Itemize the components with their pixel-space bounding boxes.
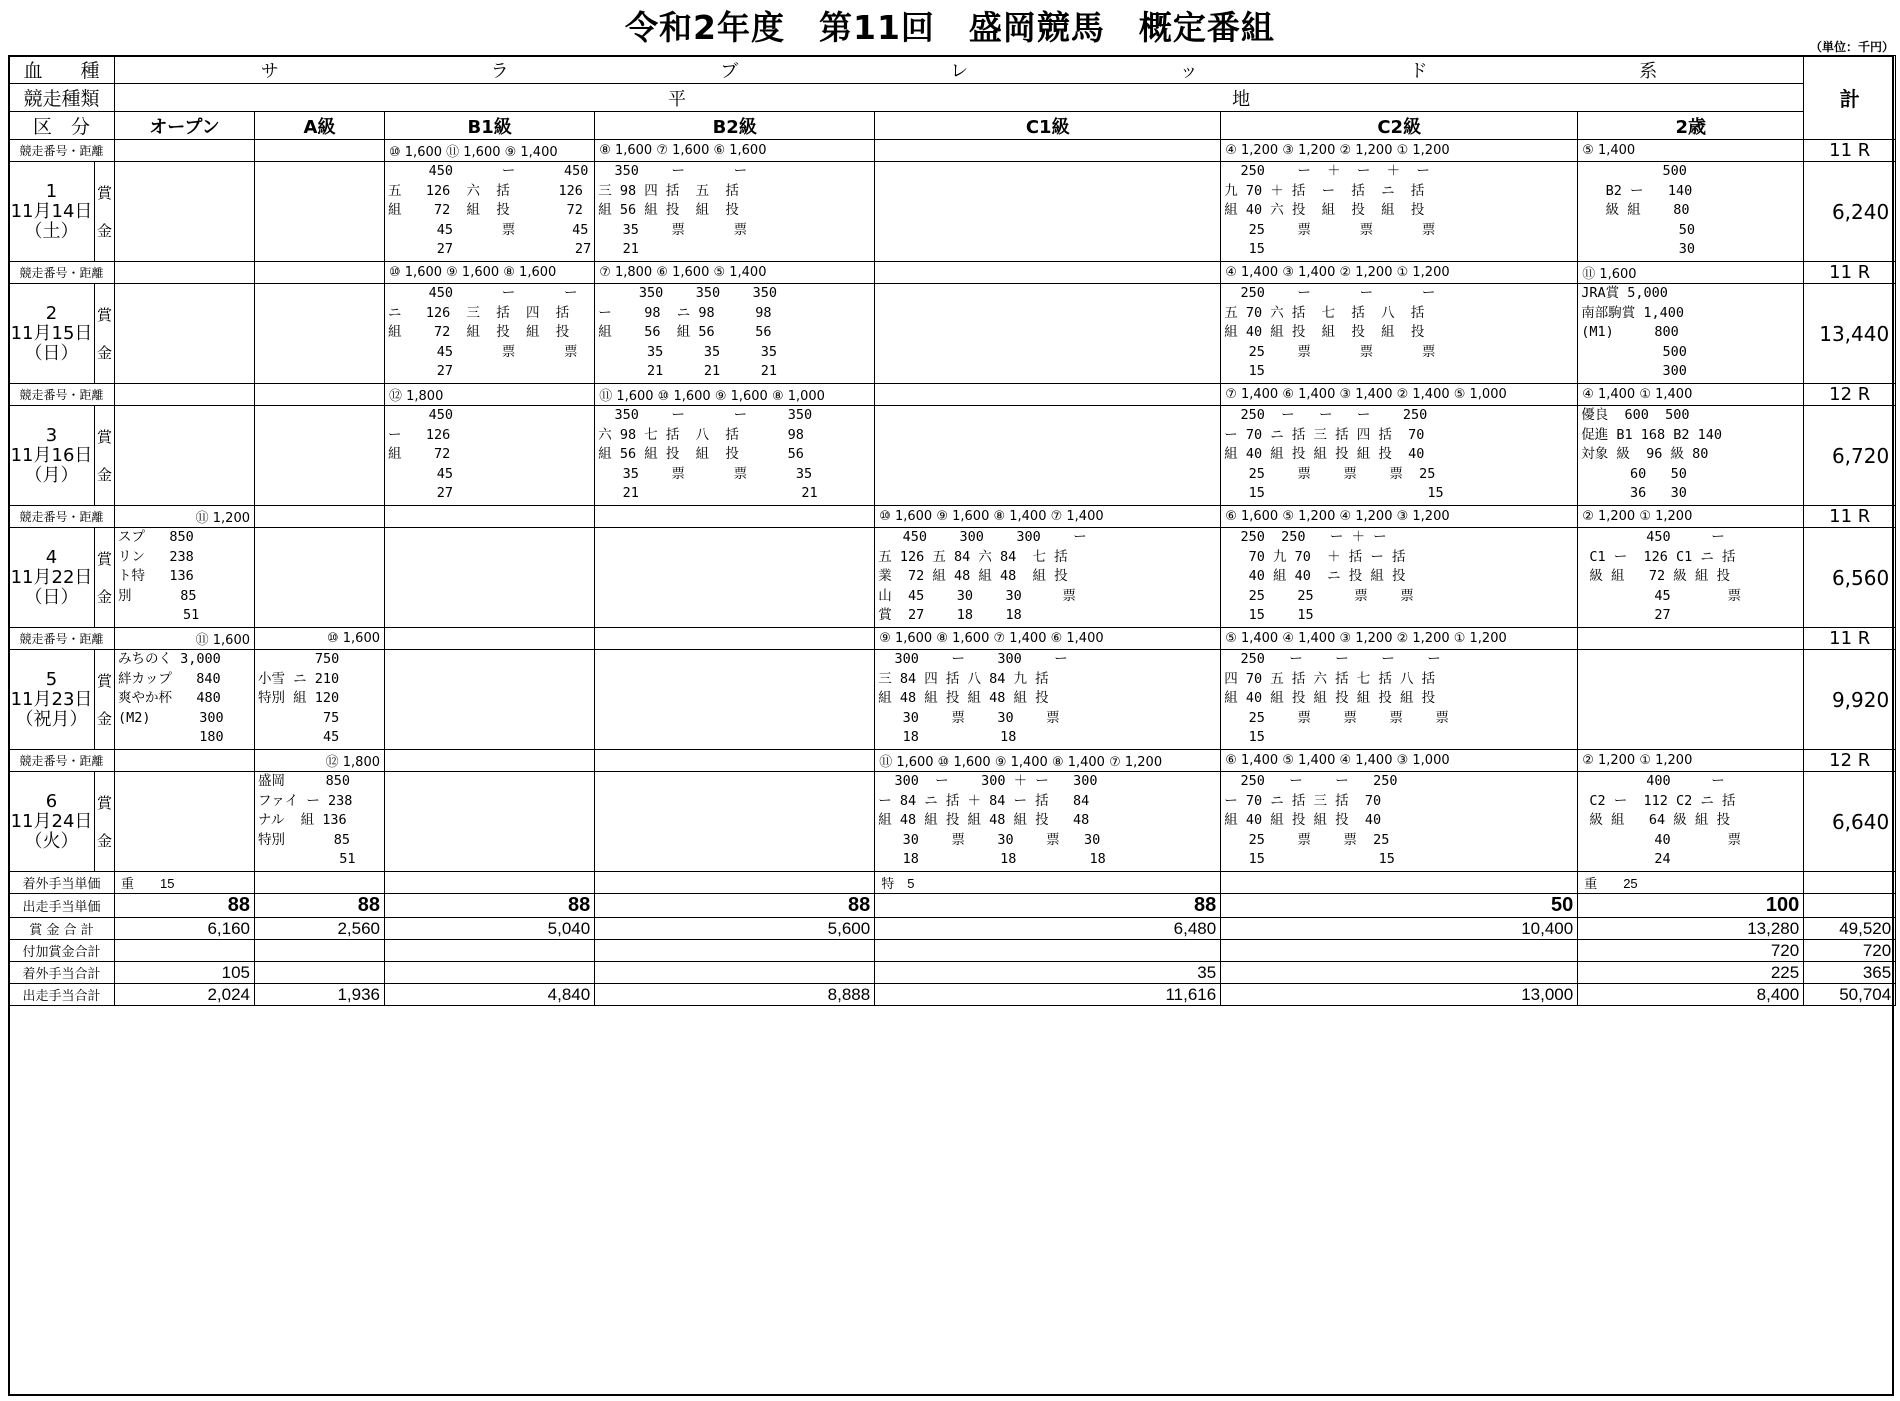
- day-dow: （祝月）: [15, 708, 88, 730]
- day-num: 5: [45, 668, 58, 690]
- prize-breakdown: 350 350 350 ー 98 ニ 98 98 組 56 組 56 56 35 35 35 21 21 21: [598, 285, 778, 380]
- day-num: 4: [45, 546, 58, 568]
- race-distance: ⑧ 1,600 ⑦ 1,600 ⑥ 1,600: [595, 140, 875, 162]
- footer-value: [595, 962, 875, 984]
- prize-cell: [595, 284, 875, 384]
- footer-total: 49,520: [1804, 918, 1896, 940]
- footer-value: 2,560: [255, 918, 385, 940]
- race-distance: ⑪ 1,600 ⑩ 1,600 ⑨ 1,600 ⑧ 1,000: [595, 384, 875, 406]
- prize-cell: [1221, 406, 1578, 506]
- footer-value: 720: [1578, 940, 1804, 962]
- footer-label: 賞 金 合 計: [9, 918, 115, 940]
- prize-breakdown: 250 ー ー ー ー 四 70 五 括 六 括 七 括 八 括 組 40 組 投 組 投 組 投 組 投 25 票 票 票 票 15: [1224, 651, 1449, 746]
- prize-breakdown: 500 B2 ー 140 級 組 80 50 30: [1605, 163, 1695, 258]
- prize-cell: [115, 772, 255, 872]
- prize-cell: [115, 284, 255, 384]
- class-label: 区 分: [9, 112, 115, 140]
- footer-value: [385, 872, 595, 894]
- footer-value: [115, 940, 255, 962]
- prize-cell: [595, 406, 875, 506]
- footer-total: [1804, 872, 1896, 894]
- prize-cell: [1578, 528, 1804, 628]
- footer-value: [595, 940, 875, 962]
- footer-value: 50: [1221, 894, 1578, 918]
- prize-breakdown: 300 ー 300 ー 三 84 四 括 八 84 九 括 組 48 組 投 組 48 組 投 30 票 30 票 18 18: [878, 651, 1068, 746]
- prize-cell: [1578, 772, 1804, 872]
- race-count: 12 R: [1804, 384, 1896, 406]
- prize-cell: [875, 772, 1221, 872]
- prize-breakdown: JRA賞 5,000 南部駒賞 1,400 (M1) 800 500 300: [1581, 285, 1687, 380]
- footer-value: 88: [115, 894, 255, 918]
- prize-cell: [1578, 406, 1804, 506]
- page-title: 令和2年度 第11回 盛岡競馬 概定番組: [625, 8, 1275, 47]
- footer-value: 88: [385, 894, 595, 918]
- day-dow: （日）: [24, 342, 79, 364]
- race-distance: [115, 384, 255, 406]
- race-distance: [115, 262, 255, 284]
- footer-value: 105: [115, 962, 255, 984]
- day-total: 13,440: [1804, 284, 1896, 384]
- blood-row: [9, 56, 1896, 84]
- day-total: 6,560: [1804, 528, 1896, 628]
- footer-value: [595, 872, 875, 894]
- day-total: 9,920: [1804, 650, 1896, 750]
- prize-cell: [1221, 162, 1578, 262]
- dist-row: [9, 506, 1896, 528]
- prize-breakdown: スプ 850 リン 238 ト特 136 別 85 51: [118, 529, 200, 624]
- footer-value: [255, 940, 385, 962]
- dist-row: [9, 750, 1896, 772]
- race-type-value: [115, 84, 1804, 112]
- footer-value: 225: [1578, 962, 1804, 984]
- prize-row: [9, 162, 1896, 262]
- footer-value: 8,888: [595, 984, 875, 1006]
- footer-value: 13,280: [1578, 918, 1804, 940]
- prize-cell: [255, 162, 385, 262]
- prize-char: 賞: [96, 183, 112, 202]
- race-count: 11 R: [1804, 506, 1896, 528]
- prize-breakdown: 300 ー 300 ＋ ー 300 ー 84 ニ 括 ＋ 84 ー 括 84 組 48 組 投 組 48 組 投 48 30 票 30 票 30 18 18 18: [878, 773, 1106, 868]
- prize-cell: [385, 284, 595, 384]
- prize-breakdown: 450 ー 126 組 72 45 27: [388, 407, 454, 502]
- footer-value: 2,024: [115, 984, 255, 1006]
- day-dow: （月）: [24, 464, 79, 486]
- prize-cell: [1578, 650, 1804, 750]
- prize-breakdown: 250 ー ー ー 五 70 六 括 七 括 八 括 組 40 組 投 組 投 組 投 25 票 票 票 15: [1224, 285, 1436, 380]
- dist-row-label: 競走番号・距離: [9, 506, 115, 528]
- prize-cell: [875, 650, 1221, 750]
- race-distance: ⑦ 1,400 ⑥ 1,400 ③ 1,400 ② 1,400 ⑤ 1,000: [1221, 384, 1578, 406]
- total-header: 計: [1804, 56, 1896, 140]
- prize-cell: [875, 406, 1221, 506]
- footer-label: 出走手当単価: [9, 894, 115, 918]
- footer-label: 着外手当単価: [9, 872, 115, 894]
- prize-cell: [255, 772, 385, 872]
- prize-cell: [595, 650, 875, 750]
- race-distance: [115, 140, 255, 162]
- day-date: 11月15日: [10, 322, 93, 344]
- footer-value: 重 25: [1578, 872, 1804, 894]
- prize-cell: [115, 528, 255, 628]
- race-distance: ⑩ 1,600 ⑨ 1,600 ⑧ 1,600: [385, 262, 595, 284]
- race-distance: [595, 506, 875, 528]
- race-distance: [385, 506, 595, 528]
- blood-char: ラ: [490, 60, 509, 82]
- prize-char: 賞: [96, 793, 112, 812]
- footer-label: 付加賞金合計: [9, 940, 115, 962]
- race-count: 11 R: [1804, 628, 1896, 650]
- race-distance: [875, 384, 1221, 406]
- class-header: C2級: [1221, 112, 1578, 140]
- prize-row: [9, 650, 1896, 750]
- race-distance: [1578, 628, 1804, 650]
- dist-row-label: 競走番号・距離: [9, 262, 115, 284]
- race-distance: ② 1,200 ① 1,200: [1578, 750, 1804, 772]
- dist-row-label: 競走番号・距離: [9, 140, 115, 162]
- dist-row: [9, 140, 1896, 162]
- race-type-label: 競走種類: [9, 84, 115, 112]
- footer-value: 4,840: [385, 984, 595, 1006]
- prize-breakdown: 250 ー ー ー 250 ー 70 ニ 括 三 括 四 括 70 組 40 組 投 組 投 組 投 40 25 票 票 票 25 15 15: [1224, 407, 1444, 502]
- race-distance: ④ 1,400 ① 1,400: [1578, 384, 1804, 406]
- race-day: [9, 772, 95, 872]
- prize-row: [9, 772, 1896, 872]
- race-distance: ⑥ 1,400 ⑤ 1,400 ④ 1,400 ③ 1,000: [1221, 750, 1578, 772]
- race-distance: [875, 140, 1221, 162]
- footer-value: 特 5: [875, 872, 1221, 894]
- footer-value: 6,480: [875, 918, 1221, 940]
- blood-char: サ: [260, 60, 279, 82]
- dist-row: [9, 628, 1896, 650]
- blood-char: 系: [1639, 60, 1658, 82]
- prize-cell: [1221, 650, 1578, 750]
- race-distance: ④ 1,400 ③ 1,400 ② 1,200 ① 1,200: [1221, 262, 1578, 284]
- race-distance: [255, 384, 385, 406]
- race-day: [9, 162, 95, 262]
- prize-row: [9, 528, 1896, 628]
- race-distance: [385, 750, 595, 772]
- prize-cell: [385, 406, 595, 506]
- footer-value: [255, 962, 385, 984]
- race-distance: ⑪ 1,600 ⑩ 1,600 ⑨ 1,400 ⑧ 1,400 ⑦ 1,200: [875, 750, 1221, 772]
- footer-value: [1221, 962, 1578, 984]
- money-char: 金: [96, 465, 112, 484]
- footer-label: 着外手当合計: [9, 962, 115, 984]
- prize-char: 賞: [96, 549, 112, 568]
- race-day: [9, 284, 95, 384]
- race-distance: [385, 628, 595, 650]
- prize-char: 賞: [96, 671, 112, 690]
- day-num: 1: [45, 180, 58, 202]
- prize-cell: [1578, 162, 1804, 262]
- footer-label: 出走手当合計: [9, 984, 115, 1006]
- race-distance: ⑥ 1,600 ⑤ 1,200 ④ 1,200 ③ 1,200: [1221, 506, 1578, 528]
- class-row: [9, 112, 1896, 140]
- prize-cell: [1221, 284, 1578, 384]
- day-dow: （土）: [24, 220, 79, 242]
- race-day: [9, 406, 95, 506]
- day-dow: （火）: [24, 830, 79, 852]
- blood-char: ッ: [1179, 60, 1198, 82]
- race-distance: [595, 628, 875, 650]
- day-date: 11月16日: [10, 444, 93, 466]
- footer-total: 720: [1804, 940, 1896, 962]
- dist-row-label: 競走番号・距離: [9, 384, 115, 406]
- prize-cell: [875, 284, 1221, 384]
- footer-value: 11,616: [875, 984, 1221, 1006]
- race-distance: ⑤ 1,400 ④ 1,400 ③ 1,200 ② 1,200 ① 1,200: [1221, 628, 1578, 650]
- class-header: B2級: [595, 112, 875, 140]
- race-distance: [595, 750, 875, 772]
- blood-label: 血 種: [9, 56, 115, 84]
- blood-char: レ: [950, 60, 969, 82]
- footer-row: [9, 872, 1896, 894]
- blood-value: [115, 56, 1804, 84]
- footer-total: 50,704: [1804, 984, 1896, 1006]
- race-distance: ④ 1,200 ③ 1,200 ② 1,200 ① 1,200: [1221, 140, 1578, 162]
- day-total: 6,640: [1804, 772, 1896, 872]
- footer-row: [9, 984, 1896, 1006]
- money-char: 金: [96, 221, 112, 240]
- day-num: 2: [45, 302, 58, 324]
- prize-money-label: [95, 162, 115, 262]
- prize-cell: [255, 528, 385, 628]
- unit-note: （単位：千円）: [1809, 40, 1894, 54]
- class-header: C1級: [875, 112, 1221, 140]
- prize-breakdown: 350 ー ー 三 98 四 括 五 括 組 56 組 投 組 投 35 票 票 21: [598, 163, 748, 258]
- prize-breakdown: みちのく 3,000 絆カップ 840 爽やか杯 480 (M2) 300 180: [118, 651, 224, 746]
- class-header: オープン: [115, 112, 255, 140]
- prize-cell: [385, 528, 595, 628]
- footer-value: 88: [255, 894, 385, 918]
- footer-value: [255, 872, 385, 894]
- footer-value: [875, 940, 1221, 962]
- dist-row: [9, 384, 1896, 406]
- class-header: B1級: [385, 112, 595, 140]
- prize-cell: [1221, 528, 1578, 628]
- prize-breakdown: 450 300 300 ー 五 126 五 84 六 84 七 括 業 72 組 48 組 48 組 投 山 45 30 30 票 賞 27 18 18: [878, 529, 1087, 624]
- race-distance: ⑩ 1,600 ⑪ 1,600 ⑨ 1,400: [385, 140, 595, 162]
- footer-value: 8,400: [1578, 984, 1804, 1006]
- prize-breakdown: 450 ー 450 五 126 六 括 126 組 72 組 投 72 45 票 45 27 27: [388, 163, 592, 258]
- prize-cell: [385, 650, 595, 750]
- day-total: 6,720: [1804, 406, 1896, 506]
- race-distance: ⑫ 1,800: [385, 384, 595, 406]
- race-distance: ⑨ 1,600 ⑧ 1,600 ⑦ 1,400 ⑥ 1,400: [875, 628, 1221, 650]
- prize-cell: [595, 162, 875, 262]
- race-distance: ⑪ 1,200: [115, 506, 255, 528]
- prize-cell: [875, 528, 1221, 628]
- prize-cell: [115, 650, 255, 750]
- day-date: 11月23日: [10, 688, 93, 710]
- race-type-char: 平: [668, 88, 687, 110]
- footer-value: 5,040: [385, 918, 595, 940]
- prize-cell: [385, 162, 595, 262]
- day-num: 3: [45, 424, 58, 446]
- prize-cell: [115, 406, 255, 506]
- program-table: [8, 55, 1896, 1006]
- footer-value: [385, 962, 595, 984]
- prize-cell: [1578, 284, 1804, 384]
- prize-breakdown: 250 250 ー ＋ ー 70 九 70 ＋ 括 ー 括 40 組 40 ニ 投 組 投 25 25 票 票 15 15: [1240, 529, 1414, 624]
- race-distance: [875, 262, 1221, 284]
- race-count: 11 R: [1804, 262, 1896, 284]
- prize-money-label: [95, 650, 115, 750]
- footer-value: 88: [595, 894, 875, 918]
- footer-value: 1,936: [255, 984, 385, 1006]
- prize-breakdown: 優良 600 500 促進 B1 168 B2 140 対象 級 96 級 80 60 50 36 30: [1581, 407, 1722, 502]
- race-distance: [115, 750, 255, 772]
- footer-row: [9, 962, 1896, 984]
- race-day: [9, 650, 95, 750]
- prize-breakdown: 450 ー C1 ー 126 C1 ニ 括 級 組 72 級 組 投 45 票 27: [1589, 529, 1742, 624]
- day-date: 11月22日: [10, 566, 93, 588]
- prize-char: 賞: [96, 305, 112, 324]
- dist-row-label: 競走番号・距離: [9, 628, 115, 650]
- race-day: [9, 528, 95, 628]
- footer-value: 5,600: [595, 918, 875, 940]
- race-distance: [255, 506, 385, 528]
- class-header: A級: [255, 112, 385, 140]
- footer-value: 100: [1578, 894, 1804, 918]
- race-distance: ⑦ 1,800 ⑥ 1,600 ⑤ 1,400: [595, 262, 875, 284]
- footer-total: 365: [1804, 962, 1896, 984]
- prize-row: [9, 284, 1896, 384]
- prize-cell: [385, 772, 595, 872]
- prize-char: 賞: [96, 427, 112, 446]
- prize-row: [9, 406, 1896, 506]
- prize-breakdown: 400 ー C2 ー 112 C2 ニ 括 級 組 64 級 組 投 40 票 24: [1589, 773, 1742, 868]
- prize-money-label: [95, 772, 115, 872]
- money-char: 金: [96, 587, 112, 606]
- prize-money-label: [95, 528, 115, 628]
- dist-row-label: 競走番号・距離: [9, 750, 115, 772]
- footer-value: [1221, 940, 1578, 962]
- race-count: 12 R: [1804, 750, 1896, 772]
- dist-row: [9, 262, 1896, 284]
- day-num: 6: [45, 790, 58, 812]
- prize-cell: [115, 162, 255, 262]
- day-date: 11月14日: [10, 200, 93, 222]
- prize-breakdown: 750 小雪 ニ 210 特別 組 120 75 45: [258, 651, 340, 746]
- prize-cell: [875, 162, 1221, 262]
- prize-breakdown: 250 ー ＋ ー ＋ ー 九 70 ＋ 括 ー 括 ニ 括 組 40 六 投 組 投 組 投 25 票 票 票 15: [1224, 163, 1436, 258]
- prize-cell: [595, 528, 875, 628]
- prize-breakdown: 盛岡 850 ファイ ー 238 ナル 組 136 特別 85 51: [258, 773, 356, 868]
- race-distance: [255, 140, 385, 162]
- race-distance: ⑩ 1,600 ⑨ 1,600 ⑧ 1,400 ⑦ 1,400: [875, 506, 1221, 528]
- prize-cell: [255, 284, 385, 384]
- footer-value: 6,160: [115, 918, 255, 940]
- footer-total: [1804, 894, 1896, 918]
- footer-value: 35: [875, 962, 1221, 984]
- prize-breakdown: 250 ー ー 250 ー 70 ニ 括 三 括 70 組 40 組 投 組 投 40 25 票 票 25 15 15: [1224, 773, 1398, 868]
- prize-money-label: [95, 406, 115, 506]
- footer-value: 88: [875, 894, 1221, 918]
- race-distance: ⑪ 1,600: [115, 628, 255, 650]
- race-distance: ② 1,200 ① 1,200: [1578, 506, 1804, 528]
- race-distance: ⑤ 1,400: [1578, 140, 1804, 162]
- race-type-row: [9, 84, 1896, 112]
- footer-value: 10,400: [1221, 918, 1578, 940]
- race-distance: ⑫ 1,800: [255, 750, 385, 772]
- footer-value: 重 15: [115, 872, 255, 894]
- race-distance: ⑩ 1,600: [255, 628, 385, 650]
- prize-cell: [595, 772, 875, 872]
- prize-breakdown: 350 ー ー 350 六 98 七 括 八 括 98 組 56 組 投 組 投 56 35 票 票 35 21 21: [598, 407, 818, 502]
- race-type-char: 地: [1232, 88, 1251, 110]
- day-total: 6,240: [1804, 162, 1896, 262]
- blood-char: ブ: [720, 60, 739, 82]
- money-char: 金: [96, 831, 112, 850]
- race-distance: [255, 262, 385, 284]
- prize-money-label: [95, 284, 115, 384]
- race-distance: ⑪ 1,600: [1578, 262, 1804, 284]
- day-dow: （日）: [24, 586, 79, 608]
- footer-row: [9, 894, 1896, 918]
- prize-cell: [255, 406, 385, 506]
- prize-cell: [255, 650, 385, 750]
- blood-char: ド: [1409, 60, 1428, 82]
- money-char: 金: [96, 709, 112, 728]
- footer-value: [385, 940, 595, 962]
- prize-breakdown: 450 ー ー ニ 126 三 括 四 括 組 72 組 投 組 投 45 票 票 27: [388, 285, 578, 380]
- class-header: 2歳: [1578, 112, 1804, 140]
- footer-value: 13,000: [1221, 984, 1578, 1006]
- money-char: 金: [96, 343, 112, 362]
- footer-row: [9, 918, 1896, 940]
- day-date: 11月24日: [10, 810, 93, 832]
- race-count: 11 R: [1804, 140, 1896, 162]
- prize-cell: [1221, 772, 1578, 872]
- footer-value: [1221, 872, 1578, 894]
- footer-row: [9, 940, 1896, 962]
